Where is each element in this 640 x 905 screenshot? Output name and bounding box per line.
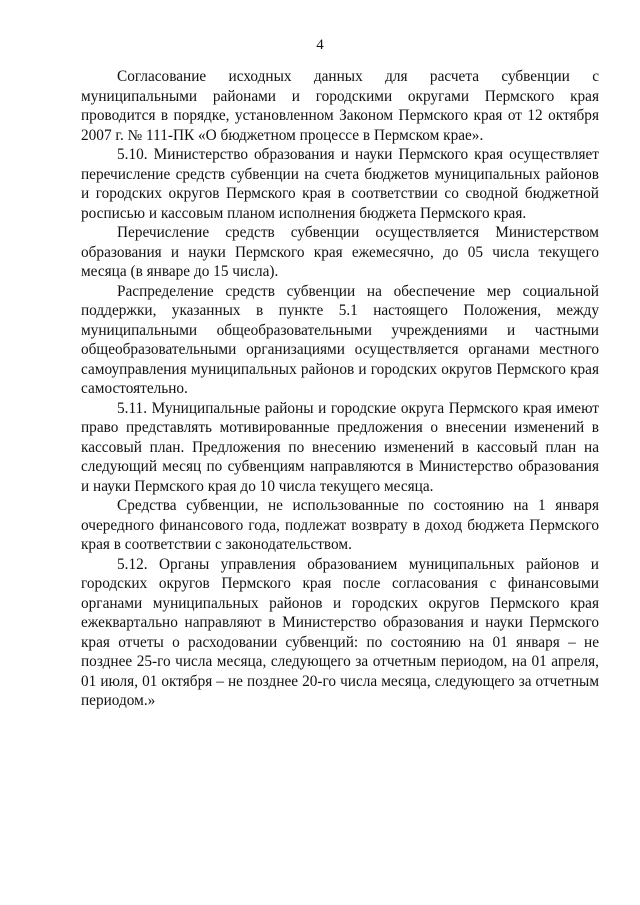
paragraph-distribution: Распределение средств субвенции на обеспечение мер социальной поддержки, указанных в пункте 5.1 настоящего Положения, между муниципальными общеобразовательными учреждениями и частными общеобразовательными организациями осуществляется органами местного самоуправления муниципальных районов и городских округов Пермского края самостоятельно.	[81, 282, 599, 397]
paragraph-5-11-proposals: 5.11. Муниципальные районы и городские округа Пермского края имеют право представлять мотивированные предложения о внесении изменений в кассовый план. Предложения по внесению изменений в кассовый план на следующий месяц по субвенциям направляются в Министерство образования и науки Пермского края до 10 числа текущего месяца.	[81, 399, 599, 495]
page-number: 4	[316, 37, 324, 53]
paragraph-5-12-reports: 5.12. Органы управления образованием муниципальных районов и городских округов Пермского края после согласования с финансовыми органами муниципальных районов и городских округов Пермского края ежеквартально направляют в Министерство образования и науки Пермского края отчеты о расходовании субвенций: по состоянию на 01 января – не позднее 25-го числа месяца, следующего за отчетным периодом, на 01 апреля, 01 июля, 01 октября – не позднее 20-го числа месяца, следующего за отчетным периодом.»	[81, 555, 599, 709]
paragraph-transfer-schedule: Перечисление средств субвенции осуществляется Министерством образования и науки Пермского края ежемесячно, до 05 числа текущего месяца (в январе до 15 числа).	[81, 224, 599, 280]
document-body	[81, 67, 599, 711]
paragraph-5-10-transfer: 5.10. Министерство образования и науки Пермского края осуществляет перечисление средств субвенции на счета бюджетов муниципальных районов и городских округов Пермского края в соответствии со сводной бюджетной росписью и кассовым планом исполнения бюджета Пермского края.	[81, 146, 599, 222]
paragraph-data-agreement: Согласование исходных данных для расчета субвенции с муниципальными районами и городскими округами Пермского края проводится в порядке, установленном Законом Пермского края от 12 октября 2007 г. № 111-ПК «О бюджетном процессе в Пермском крае».	[81, 68, 599, 144]
paragraph-unused-funds: Средства субвенции, не использованные по состоянию на 1 января очередного финансового года, подлежат возврату в доход бюджета Пермского края в соответствии с законодательством.	[81, 497, 599, 553]
